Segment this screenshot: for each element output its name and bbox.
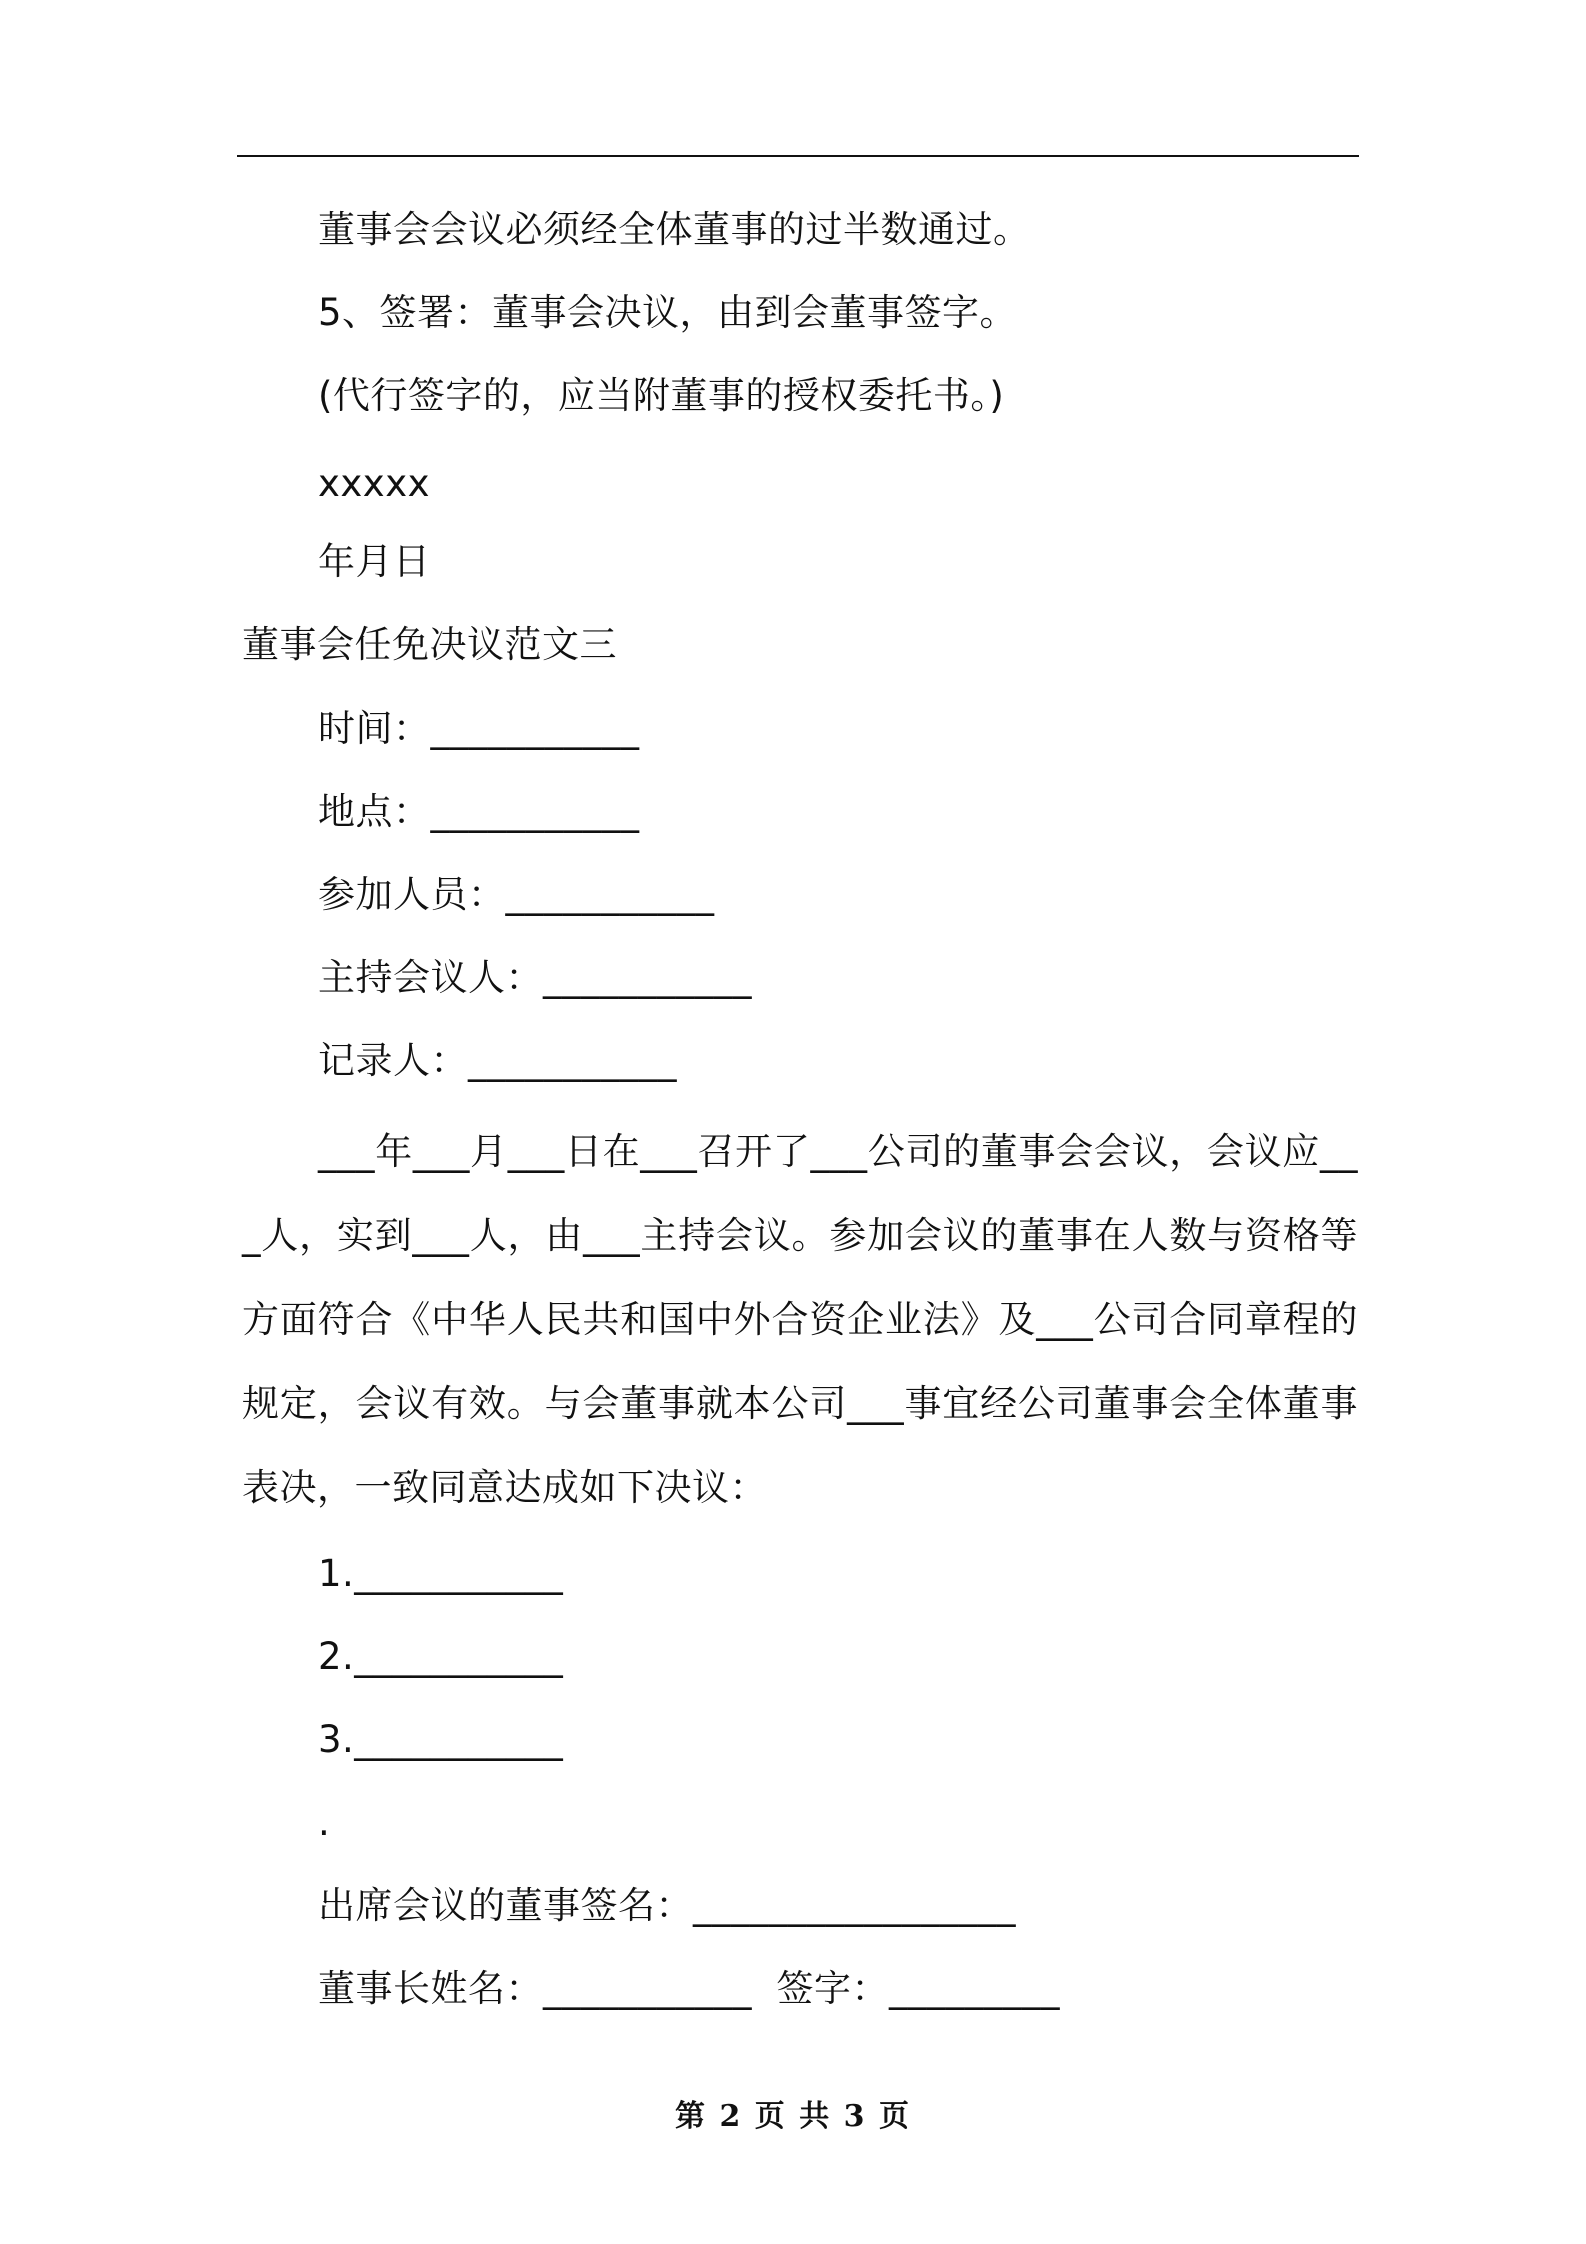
page-number: 第 2 页 共 3 页 <box>675 2099 911 2134</box>
resolution-item: 3.___________ <box>318 1718 564 1761</box>
field-time: 时间：___________ <box>318 707 640 750</box>
field-recorder: 记录人：___________ <box>318 1039 677 1082</box>
text-line: 董事会会议必须经全体董事的过半数通过。 <box>318 208 1031 251</box>
text-line: xxxxx <box>318 462 430 505</box>
field-attendees: 参加人员：___________ <box>318 873 715 916</box>
text-line: 年月日 <box>318 540 431 583</box>
body-paragraph: ___年___月___日在___召开了___公司的董事会会议，会议应___人，实到___人，由___主持会议。参加会议的董事在人数与资格等方面符合《中华人民共和国中外合资企业法》及___公司合同章程的规定，会议有效。与会董事就本公司___事宜经公司董事会全体董事表决，一致同意达成如下决议： <box>242 1130 1358 1509</box>
director-signature-line: 出席会议的董事签名：_________________ <box>318 1884 1016 1927</box>
resolution-item: 1.___________ <box>318 1552 564 1595</box>
chairman-signature-line: 董事长姓名：___________ 签字：_________ <box>318 1967 1061 2010</box>
field-chair: 主持会议人：___________ <box>318 956 752 999</box>
section-title: 董事会任免决议范文三 <box>242 623 617 666</box>
resolution-item: 2.___________ <box>318 1635 564 1678</box>
text-line: 5、签署：董事会决议，由到会董事签字。 <box>318 291 1018 334</box>
header-divider <box>237 155 1359 157</box>
resolution-item: . <box>318 1801 331 1844</box>
field-location: 地点：___________ <box>318 790 640 833</box>
text-line: (代行签字的，应当附董事的授权委托书。) <box>318 374 1005 417</box>
